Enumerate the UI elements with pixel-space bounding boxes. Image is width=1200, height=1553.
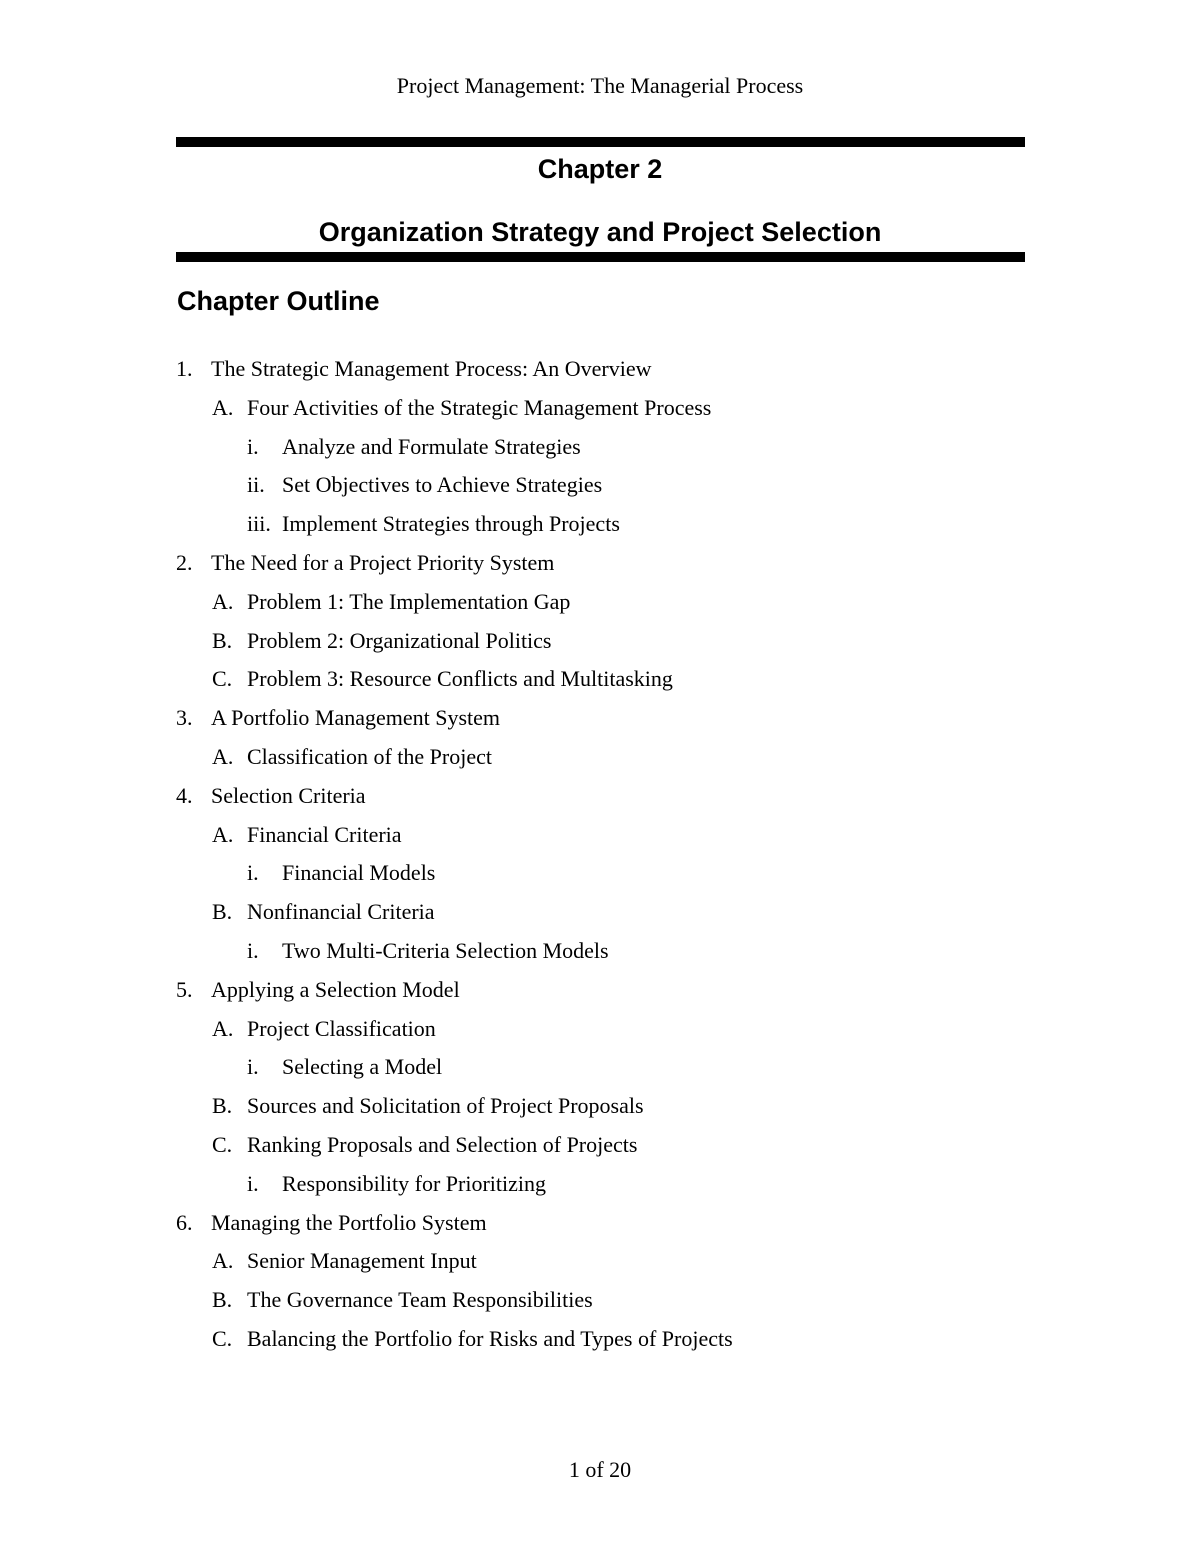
outline-item-marker: B. [212, 1093, 233, 1119]
outline-item-marker: A. [212, 1248, 234, 1274]
outline-item-text: Analyze and Formulate Strategies [282, 433, 581, 459]
outline-item-text: Balancing the Portfolio for Risks and Types of Projects [247, 1325, 733, 1351]
outline-item-text: Implement Strategies through Projects [282, 511, 620, 537]
outline-item [0, 1322, 1200, 1361]
outline-item [0, 352, 1200, 391]
outline-item [0, 1050, 1200, 1089]
outline-heading: Chapter Outline [177, 286, 380, 316]
outline-item-text: Two Multi-Criteria Selection Models [282, 937, 609, 963]
outline-item [0, 1089, 1200, 1128]
outline-item [0, 856, 1200, 895]
outline-item [0, 701, 1200, 740]
outline-item-marker: C. [212, 1325, 233, 1351]
outline-item-text: Responsibility for Prioritizing [282, 1170, 546, 1196]
outline-item-marker: 6. [176, 1209, 193, 1235]
outline-item-marker: B. [212, 1287, 233, 1313]
outline-item-text: Problem 2: Organizational Politics [247, 627, 552, 653]
outline-item-text: Financial Models [282, 860, 436, 886]
outline-item-marker: i. [247, 433, 259, 459]
outline-item-marker: A. [212, 394, 234, 420]
outline-item [0, 1283, 1200, 1322]
bottom-rule [176, 252, 1025, 262]
outline-item-marker: i. [247, 860, 259, 886]
outline-item [0, 468, 1200, 507]
outline-item [0, 779, 1200, 818]
outline-item-marker: A. [212, 743, 234, 769]
outline-item-text: A Portfolio Management System [211, 705, 501, 731]
outline-item-marker: i. [247, 1170, 259, 1196]
outline-item-text: Managing the Portfolio System [211, 1209, 487, 1235]
outline-item-text: Problem 3: Resource Conflicts and Multitasking [247, 666, 673, 692]
outline-item-text: Financial Criteria [247, 821, 402, 847]
outline-item-marker: C. [212, 666, 233, 692]
outline-item-text: Ranking Proposals and Selection of Projects [247, 1131, 638, 1157]
outline-item-marker: ii. [247, 472, 265, 498]
outline-item [0, 662, 1200, 701]
outline-item [0, 546, 1200, 585]
outline-item-text: Four Activities of the Strategic Management Process [247, 394, 712, 420]
outline-item-text: The Need for a Project Priority System [211, 549, 555, 575]
outline-item-text: Senior Management Input [247, 1248, 477, 1274]
outline-item-text: Set Objectives to Achieve Strategies [282, 472, 603, 498]
top-rule [176, 137, 1025, 147]
outline-item-text: The Governance Team Responsibilities [247, 1287, 593, 1313]
outline-item-marker: 5. [176, 976, 193, 1002]
running-header: Project Management: The Managerial Process [396, 73, 804, 98]
outline-item-text: Classification of the Project [247, 743, 492, 769]
outline-list [0, 352, 1200, 1361]
outline-item [0, 1244, 1200, 1283]
outline-item-text: Problem 1: The Implementation Gap [247, 588, 571, 614]
outline-item-marker: A. [212, 821, 234, 847]
outline-item-marker: i. [247, 1054, 259, 1080]
outline-item-text: Selecting a Model [282, 1054, 443, 1080]
outline-item-marker: C. [212, 1131, 233, 1157]
outline-item-marker: 1. [176, 356, 193, 381]
outline-item-text: The Strategic Management Process: An Overview [211, 356, 652, 381]
outline-item [0, 934, 1200, 973]
outline-item-marker: iii. [247, 511, 271, 537]
outline-item-marker: B. [212, 627, 233, 653]
outline-item-marker: 2. [176, 549, 193, 575]
outline-item-text: Sources and Solicitation of Project Proposals [247, 1093, 644, 1119]
outline-item [0, 973, 1200, 1012]
outline-item-marker: 4. [176, 782, 193, 808]
outline-item [0, 1012, 1200, 1051]
outline-item [0, 1128, 1200, 1167]
outline-item [0, 895, 1200, 934]
outline-item [0, 624, 1200, 663]
outline-item-marker: i. [247, 937, 259, 963]
outline-item-text: Applying a Selection Model [211, 976, 460, 1002]
outline-item-marker: A. [212, 588, 234, 614]
chapter-number: Chapter 2 [537, 154, 663, 184]
outline-item [0, 740, 1200, 779]
outline-item [0, 585, 1200, 624]
outline-item [0, 430, 1200, 469]
outline-item-text: Project Classification [247, 1015, 436, 1041]
outline-item [0, 391, 1200, 430]
outline-item [0, 507, 1200, 546]
outline-item [0, 818, 1200, 857]
chapter-title: Organization Strategy and Project Selection [318, 217, 882, 247]
outline-item-marker: 3. [176, 705, 193, 731]
page-number: 1 of 20 [568, 1457, 632, 1482]
outline-item-marker: A. [212, 1015, 234, 1041]
outline-item [0, 1167, 1200, 1206]
outline-item-text: Nonfinancial Criteria [247, 899, 435, 925]
outline-item-text: Selection Criteria [211, 782, 366, 808]
outline-item-marker: B. [212, 899, 233, 925]
outline-item [0, 1206, 1200, 1245]
